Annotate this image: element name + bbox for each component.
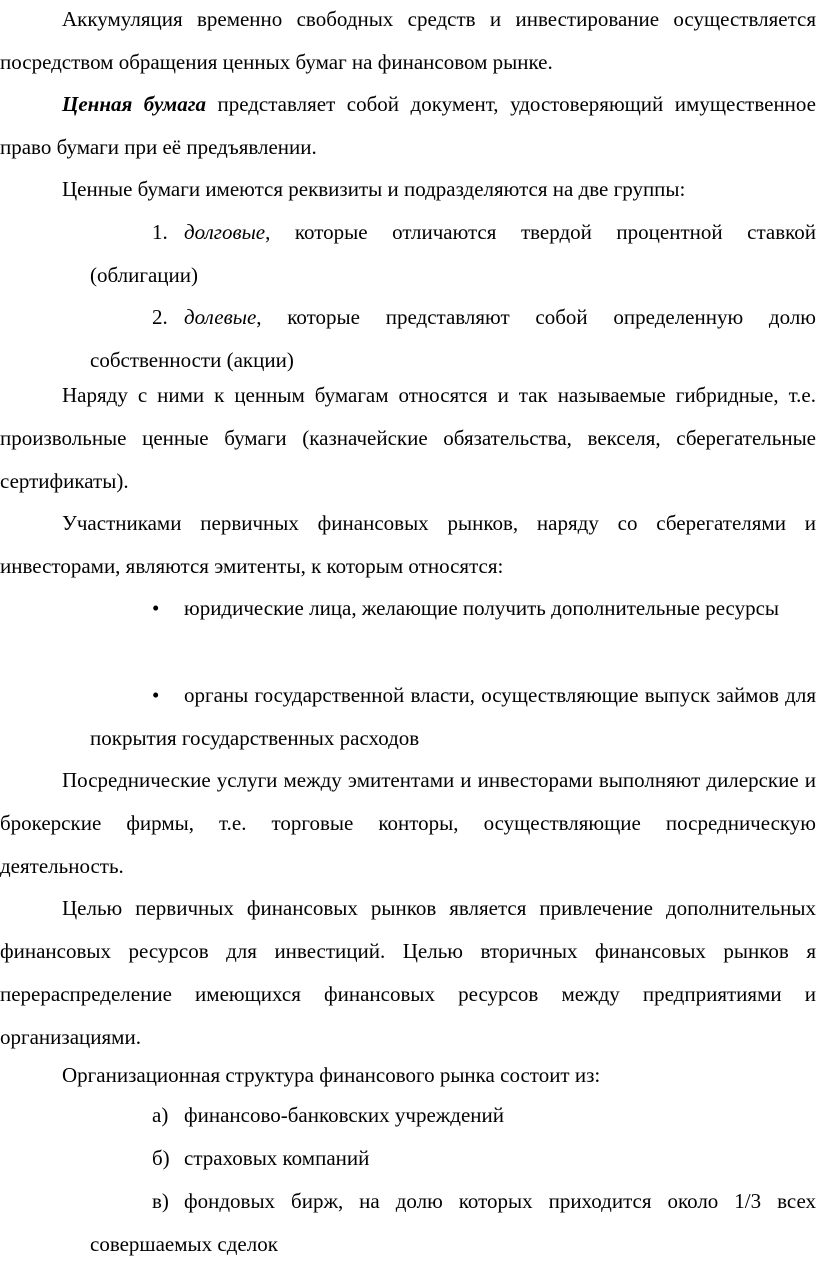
- paragraph-hybrid: Наряду с ними к ценным бумагам относятся и так называемые гибридные, т.е. произвольные ценные бумаги (казначейские обязательства, векселя, сберегательные сертификаты).: [0, 383, 816, 493]
- paragraph-market-goals: Целью первичных финансовых рынков является привлечение дополнительных финансовых ресурсов для инвестиций. Целью вторичных финансовых рынков я перераспределение имеющихся финансовых ресурсов между предприятиями и организациями.: [0, 896, 816, 1049]
- list-item-text: фондовых бирж, на долю которых приходится около 1/3 всех совершаемых сделок: [90, 1189, 816, 1256]
- lettered-item-a: [90, 1094, 816, 1137]
- term-debt: долговые: [184, 220, 266, 244]
- list-marker: в): [152, 1189, 169, 1213]
- term-equity: долевые: [184, 305, 257, 329]
- bullet-icon: •: [152, 596, 160, 620]
- lettered-item-b: [90, 1137, 816, 1180]
- paragraph-accumulation: Аккумуляция временно свободных средств и инвестирование осуществляется посредством обращения ценных бумаг на финансовом рынке.: [0, 7, 816, 74]
- list-item-text: , которые отличаются твердой процентной ставкой (облигации): [90, 220, 816, 287]
- definition-text: представляет собой документ, удостоверяющий имущественное право бумаги при её предъявлении.: [0, 92, 816, 159]
- numbered-item-1: [90, 211, 816, 297]
- list-marker: 2.: [152, 305, 168, 329]
- lettered-item-v: [90, 1180, 816, 1266]
- list-marker: 1.: [152, 220, 168, 244]
- paragraph-structure-intro: Организационная структура финансового рынка состоит из:: [62, 1063, 601, 1087]
- numbered-item-2: [90, 296, 816, 382]
- list-marker: а): [152, 1103, 169, 1127]
- paragraph-security-definition: [0, 83, 816, 169]
- list-item-text: юридические лица, желающие получить дополнительные ресурсы: [184, 596, 780, 620]
- paragraph-intermediaries: Посреднические услуги между эмитентами и инвесторами выполняют дилерские и брокерские фирмы, т.е. торговые конторы, осуществляющие посредническую деятельность.: [0, 768, 816, 878]
- paragraph-participants: Участниками первичных финансовых рынков, наряду со сберегателями и инвесторами, являются эмитенты, к которым относятся:: [0, 511, 816, 578]
- list-item-text: органы государственной власти, осуществляющие выпуск займов для покрытия государственных расходов: [90, 683, 816, 750]
- bullet-item-2: [90, 674, 816, 760]
- list-marker: б): [152, 1146, 170, 1170]
- list-item-text: страховых компаний: [184, 1146, 370, 1170]
- bullet-item-1: [90, 587, 816, 630]
- term-security: Ценная бумага: [62, 92, 206, 116]
- list-item-text: финансово-банковских учреждений: [184, 1103, 505, 1127]
- paragraph-groups-intro: Ценные бумаги имеются реквизиты и подразделяются на две группы:: [62, 177, 686, 201]
- bullet-icon: •: [152, 683, 160, 707]
- list-item-text: , которые представляют собой определенную долю собственности (акции): [90, 305, 816, 372]
